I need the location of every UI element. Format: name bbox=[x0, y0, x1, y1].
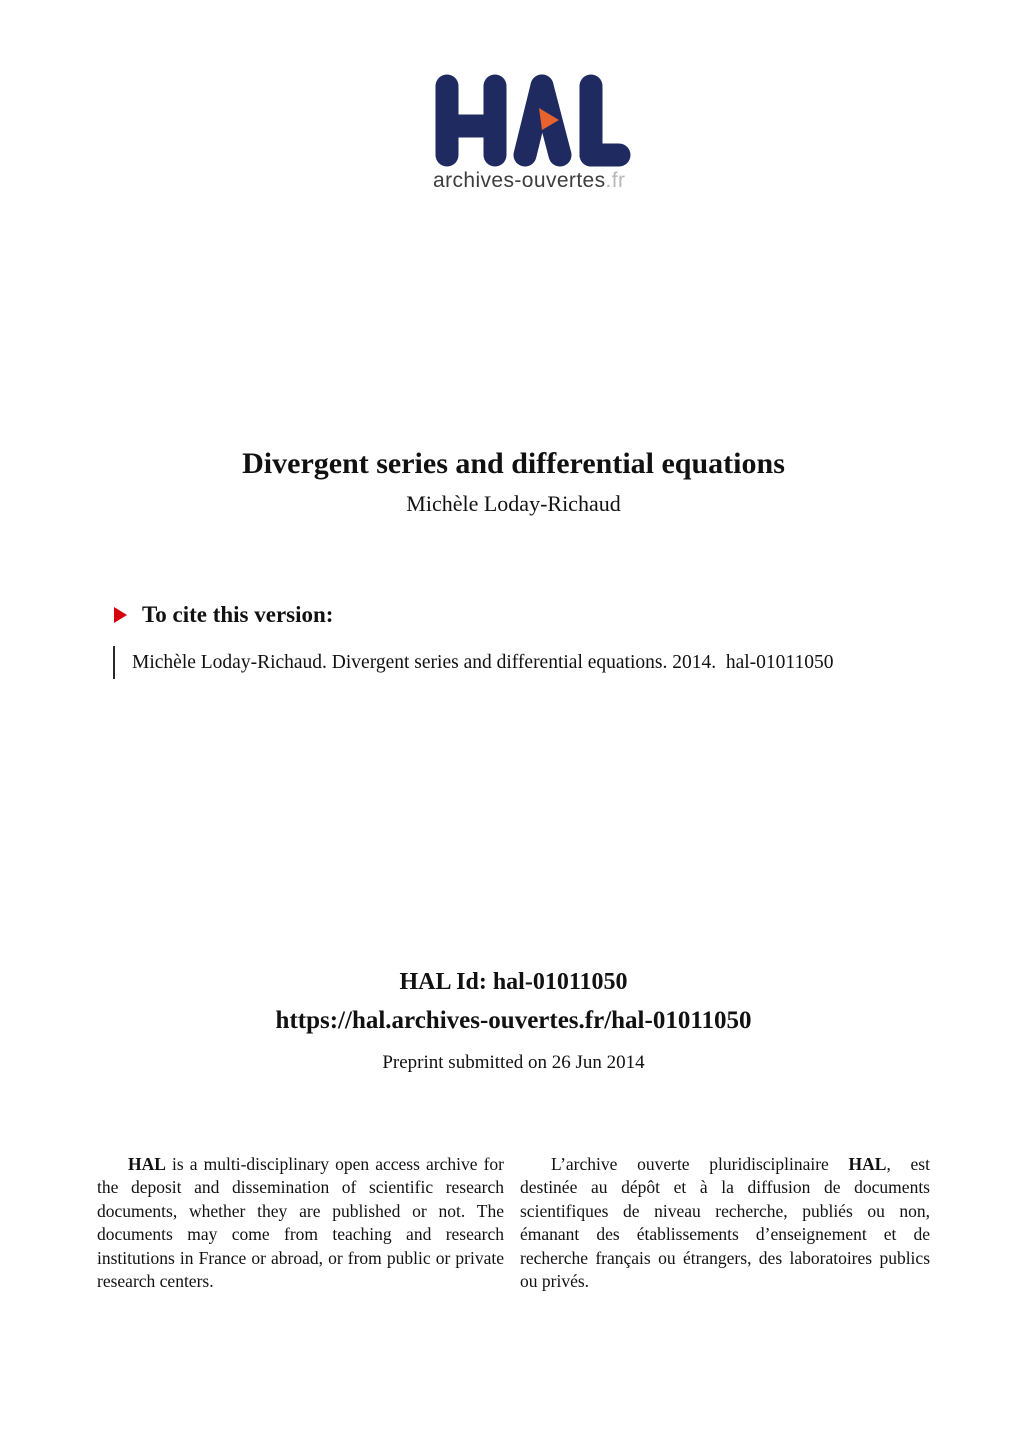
abstract-french-lead: L’archive ouverte pluridisciplinaire bbox=[551, 1154, 849, 1174]
hal-logo-icon bbox=[435, 74, 635, 167]
logo-subtitle-tld: .fr bbox=[605, 169, 626, 192]
hal-url-link[interactable]: https://hal.archives-ouvertes.fr/hal-01011050 bbox=[275, 1007, 752, 1034]
paper-author: Michèle Loday-Richaud bbox=[406, 491, 621, 516]
logo-subtitle: archives-ouvertes bbox=[433, 169, 606, 192]
triangle-bullet-icon bbox=[114, 607, 127, 623]
cite-heading-label: To cite this version: bbox=[142, 602, 334, 627]
hal-id-block bbox=[97, 969, 930, 1074]
abstract-english-body: is a multi-disciplinary open access archive for the deposit and dissemination of scientific research documents, whether they are published or not. The documents may come from teaching and research institutions in France or abroad, or from public or private research centers. bbox=[97, 1154, 504, 1292]
title-block bbox=[97, 446, 930, 517]
submitted-date: Preprint submitted on 26 Jun 2014 bbox=[382, 1052, 645, 1073]
abstract-french-text bbox=[520, 1153, 930, 1293]
abstract-english-text bbox=[97, 1153, 504, 1293]
hal-logo bbox=[433, 74, 643, 193]
abstract-french-body: , est destinée au dépôt et à la diffusion de documents scientifiques de niveau recherche, publiés ou non, émanant des établissements d’enseignement et de recherche français ou étrangers, des laboratoires publics ou privés. bbox=[520, 1154, 930, 1292]
paper-title: Divergent series and differential equations bbox=[242, 447, 785, 480]
citation-block bbox=[113, 646, 923, 679]
citation-text: Michèle Loday-Richaud. Divergent series and differential equations. 2014. hal-01011050 bbox=[132, 651, 834, 673]
citation-left-rule bbox=[113, 646, 115, 679]
hal-bold-fr: HAL bbox=[848, 1154, 887, 1174]
abstract-english bbox=[97, 1153, 504, 1293]
hal-id: HAL Id: hal-01011050 bbox=[399, 969, 628, 995]
hal-bold-en: HAL bbox=[128, 1154, 166, 1174]
abstract-french bbox=[520, 1153, 930, 1293]
cite-heading bbox=[114, 602, 333, 628]
hal-logo-wordmark bbox=[433, 169, 643, 193]
